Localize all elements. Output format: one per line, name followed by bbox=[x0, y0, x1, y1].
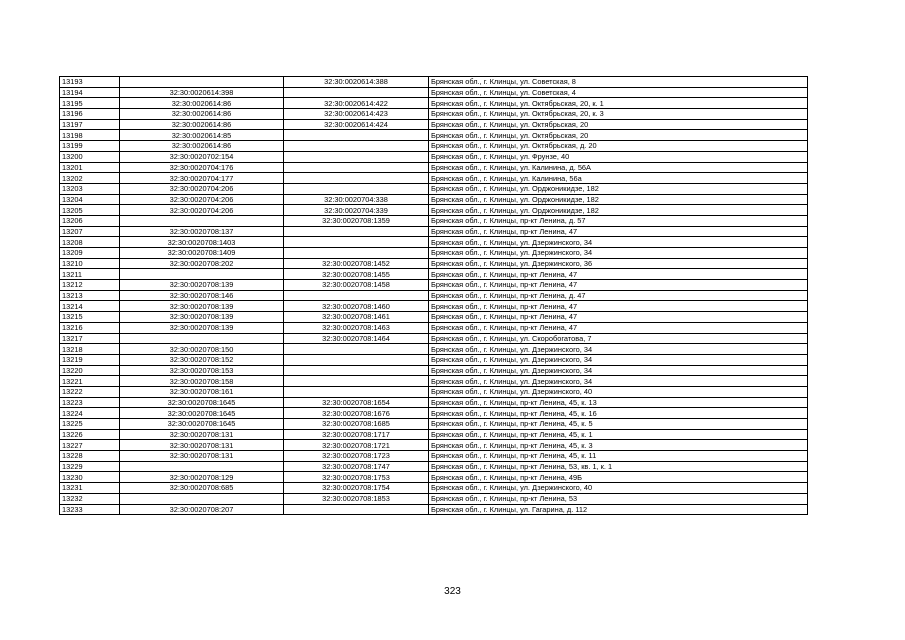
cadastral-number-cell bbox=[120, 77, 284, 88]
row-number-cell: 13224 bbox=[60, 408, 120, 419]
cadastral-number-secondary-cell: 32:30:0020704:338 bbox=[284, 194, 429, 205]
row-number-cell: 13205 bbox=[60, 205, 120, 216]
cadastral-number-cell: 32:30:0020704:206 bbox=[120, 183, 284, 194]
row-number-cell: 13225 bbox=[60, 419, 120, 430]
row-number-cell: 13194 bbox=[60, 87, 120, 98]
address-cell: Брянская обл., г. Клинцы, ул. Дзержинского, 34 bbox=[429, 344, 808, 355]
cadastral-number-secondary-cell bbox=[284, 162, 429, 173]
address-cell: Брянская обл., г. Клинцы, пр-кт Ленина, 45, к. 16 bbox=[429, 408, 808, 419]
table-row bbox=[60, 237, 808, 248]
row-number-cell: 13207 bbox=[60, 226, 120, 237]
cadastral-number-cell: 32:30:0020708:1645 bbox=[120, 408, 284, 419]
cadastral-number-secondary-cell bbox=[284, 376, 429, 387]
table-row bbox=[60, 408, 808, 419]
cadastral-number-secondary-cell: 32:30:0020708:1654 bbox=[284, 397, 429, 408]
address-cell: Брянская обл., г. Клинцы, пр-кт Ленина, 45, к. 13 bbox=[429, 397, 808, 408]
row-number-cell: 13218 bbox=[60, 344, 120, 355]
address-cell: Брянская обл., г. Клинцы, пр-кт Ленина, 45, к. 11 bbox=[429, 451, 808, 462]
cadastral-number-cell: 32:30:0020708:207 bbox=[120, 504, 284, 515]
row-number-cell: 13228 bbox=[60, 451, 120, 462]
address-cell: Брянская обл., г. Клинцы, ул. Калинина, д. 56А bbox=[429, 162, 808, 173]
address-cell: Брянская обл., г. Клинцы, пр-кт Ленина, 53, кв. 1, к. 1 bbox=[429, 461, 808, 472]
cadastral-number-secondary-cell bbox=[284, 386, 429, 397]
cadastral-number-cell: 32:30:0020708:137 bbox=[120, 226, 284, 237]
cadastral-number-secondary-cell bbox=[284, 87, 429, 98]
address-cell: Брянская обл., г. Клинцы, ул. Дзержинского, 34 bbox=[429, 354, 808, 365]
cadastral-number-cell bbox=[120, 461, 284, 472]
cadastral-number-secondary-cell bbox=[284, 248, 429, 259]
cadastral-number-cell: 32:30:0020704:177 bbox=[120, 173, 284, 184]
address-cell: Брянская обл., г. Клинцы, ул. Дзержинского, 34 bbox=[429, 237, 808, 248]
table-row bbox=[60, 119, 808, 130]
row-number-cell: 13227 bbox=[60, 440, 120, 451]
row-number-cell: 13213 bbox=[60, 290, 120, 301]
address-cell: Брянская обл., г. Клинцы, пр-кт Ленина, 47 bbox=[429, 322, 808, 333]
cadastral-number-secondary-cell bbox=[284, 290, 429, 301]
row-number-cell: 13197 bbox=[60, 119, 120, 130]
table-row bbox=[60, 130, 808, 141]
cadastral-number-cell: 32:30:0020708:139 bbox=[120, 312, 284, 323]
row-number-cell: 13232 bbox=[60, 493, 120, 504]
table-row bbox=[60, 194, 808, 205]
row-number-cell: 13220 bbox=[60, 365, 120, 376]
address-cell: Брянская обл., г. Клинцы, ул. Советская, 4 bbox=[429, 87, 808, 98]
cadastral-number-secondary-cell: 32:30:0020708:1853 bbox=[284, 493, 429, 504]
cadastral-number-secondary-cell: 32:30:0020708:1721 bbox=[284, 440, 429, 451]
row-number-cell: 13204 bbox=[60, 194, 120, 205]
row-number-cell: 13202 bbox=[60, 173, 120, 184]
table-row bbox=[60, 440, 808, 451]
cadastral-number-secondary-cell: 32:30:0020708:1359 bbox=[284, 215, 429, 226]
address-cell: Брянская обл., г. Клинцы, ул. Фрунзе, 40 bbox=[429, 151, 808, 162]
cadastral-number-cell: 32:30:0020708:139 bbox=[120, 301, 284, 312]
row-number-cell: 13208 bbox=[60, 237, 120, 248]
address-cell: Брянская обл., г. Клинцы, ул. Калинина, 56а bbox=[429, 173, 808, 184]
table-row bbox=[60, 98, 808, 109]
cadastral-number-cell: 32:30:0020708:161 bbox=[120, 386, 284, 397]
cadastral-number-cell: 32:30:0020704:206 bbox=[120, 194, 284, 205]
cadastral-number-cell bbox=[120, 333, 284, 344]
cadastral-number-cell: 32:30:0020614:86 bbox=[120, 109, 284, 120]
cadastral-number-secondary-cell: 32:30:0020614:388 bbox=[284, 77, 429, 88]
row-number-cell: 13214 bbox=[60, 301, 120, 312]
table-row bbox=[60, 397, 808, 408]
table-row bbox=[60, 87, 808, 98]
cadastral-number-secondary-cell bbox=[284, 226, 429, 237]
table-row bbox=[60, 419, 808, 430]
cadastral-number-secondary-cell: 32:30:0020614:423 bbox=[284, 109, 429, 120]
cadastral-number-cell: 32:30:0020708:150 bbox=[120, 344, 284, 355]
table-row bbox=[60, 77, 808, 88]
address-cell: Брянская обл., г. Клинцы, пр-кт Ленина, 53 bbox=[429, 493, 808, 504]
address-cell: Брянская обл., г. Клинцы, ул. Октябрьская, 20, к. 3 bbox=[429, 109, 808, 120]
table-row bbox=[60, 365, 808, 376]
row-number-cell: 13215 bbox=[60, 312, 120, 323]
cadastral-number-secondary-cell: 32:30:0020708:1753 bbox=[284, 472, 429, 483]
table-row bbox=[60, 183, 808, 194]
cadastral-number-cell: 32:30:0020614:86 bbox=[120, 98, 284, 109]
table-row bbox=[60, 376, 808, 387]
address-cell: Брянская обл., г. Клинцы, ул. Октябрьская, 20, к. 1 bbox=[429, 98, 808, 109]
cadastral-number-secondary-cell bbox=[284, 237, 429, 248]
row-number-cell: 13206 bbox=[60, 215, 120, 226]
address-cell: Брянская обл., г. Клинцы, пр-кт Ленина, 45, к. 1 bbox=[429, 429, 808, 440]
address-cell: Брянская обл., г. Клинцы, ул. Октябрьская, д. 20 bbox=[429, 141, 808, 152]
cadastral-number-cell bbox=[120, 215, 284, 226]
cadastral-number-secondary-cell: 32:30:0020708:1461 bbox=[284, 312, 429, 323]
cadastral-number-cell: 32:30:0020704:176 bbox=[120, 162, 284, 173]
cadastral-number-secondary-cell: 32:30:0020708:1754 bbox=[284, 483, 429, 494]
row-number-cell: 13199 bbox=[60, 141, 120, 152]
address-cell: Брянская обл., г. Клинцы, пр-кт Ленина, 47 bbox=[429, 269, 808, 280]
cadastral-number-secondary-cell: 32:30:0020708:1685 bbox=[284, 419, 429, 430]
cadastral-number-cell: 32:30:0020708:139 bbox=[120, 322, 284, 333]
cadastral-number-secondary-cell: 32:30:0020614:422 bbox=[284, 98, 429, 109]
table-row bbox=[60, 386, 808, 397]
row-number-cell: 13201 bbox=[60, 162, 120, 173]
cadastral-number-cell bbox=[120, 269, 284, 280]
cadastral-number-cell bbox=[120, 493, 284, 504]
table-row bbox=[60, 173, 808, 184]
address-cell: Брянская обл., г. Клинцы, пр-кт Ленина, 45, к. 5 bbox=[429, 419, 808, 430]
address-cell: Брянская обл., г. Клинцы, ул. Дзержинского, 34 bbox=[429, 248, 808, 259]
address-cell: Брянская обл., г. Клинцы, ул. Дзержинского, 36 bbox=[429, 258, 808, 269]
cadastral-registry-table bbox=[59, 76, 808, 515]
row-number-cell: 13226 bbox=[60, 429, 120, 440]
table-row bbox=[60, 248, 808, 259]
address-cell: Брянская обл., г. Клинцы, пр-кт Ленина, 47 bbox=[429, 301, 808, 312]
table-row bbox=[60, 162, 808, 173]
table-row bbox=[60, 226, 808, 237]
table-row bbox=[60, 333, 808, 344]
row-number-cell: 13211 bbox=[60, 269, 120, 280]
address-cell: Брянская обл., г. Клинцы, пр-кт Ленина, 47 bbox=[429, 280, 808, 291]
table-row bbox=[60, 141, 808, 152]
address-cell: Брянская обл., г. Клинцы, ул. Гагарина, д. 112 bbox=[429, 504, 808, 515]
table-row bbox=[60, 205, 808, 216]
cadastral-number-secondary-cell bbox=[284, 141, 429, 152]
cadastral-number-secondary-cell bbox=[284, 354, 429, 365]
table-row bbox=[60, 290, 808, 301]
address-cell: Брянская обл., г. Клинцы, пр-кт Ленина, 49Б bbox=[429, 472, 808, 483]
address-cell: Брянская обл., г. Клинцы, ул. Октябрьская, 20 bbox=[429, 119, 808, 130]
cadastral-number-secondary-cell: 32:30:0020708:1747 bbox=[284, 461, 429, 472]
cadastral-number-cell: 32:30:0020708:146 bbox=[120, 290, 284, 301]
page-number: 323 bbox=[444, 586, 461, 597]
cadastral-number-cell: 32:30:0020708:1645 bbox=[120, 397, 284, 408]
address-cell: Брянская обл., г. Клинцы, ул. Орджоникидзе, 182 bbox=[429, 194, 808, 205]
cadastral-number-cell: 32:30:0020614:85 bbox=[120, 130, 284, 141]
cadastral-number-secondary-cell bbox=[284, 344, 429, 355]
address-cell: Брянская обл., г. Клинцы, пр-кт Ленина, 47 bbox=[429, 312, 808, 323]
registry-table-body bbox=[60, 77, 808, 515]
row-number-cell: 13233 bbox=[60, 504, 120, 515]
cadastral-number-cell: 32:30:0020702:154 bbox=[120, 151, 284, 162]
table-row bbox=[60, 451, 808, 462]
address-cell: Брянская обл., г. Клинцы, ул. Дзержинского, 34 bbox=[429, 365, 808, 376]
table-row bbox=[60, 215, 808, 226]
address-cell: Брянская обл., г. Клинцы, пр-кт Ленина, 47 bbox=[429, 226, 808, 237]
table-row bbox=[60, 429, 808, 440]
row-number-cell: 13196 bbox=[60, 109, 120, 120]
table-row bbox=[60, 301, 808, 312]
cadastral-number-cell: 32:30:0020708:158 bbox=[120, 376, 284, 387]
cadastral-number-cell: 32:30:0020708:153 bbox=[120, 365, 284, 376]
cadastral-number-cell: 32:30:0020708:131 bbox=[120, 451, 284, 462]
row-number-cell: 13212 bbox=[60, 280, 120, 291]
address-cell: Брянская обл., г. Клинцы, ул. Скоробогатова, 7 bbox=[429, 333, 808, 344]
cadastral-number-secondary-cell bbox=[284, 365, 429, 376]
address-cell: Брянская обл., г. Клинцы, ул. Дзержинского, 34 bbox=[429, 376, 808, 387]
row-number-cell: 13217 bbox=[60, 333, 120, 344]
table-row bbox=[60, 461, 808, 472]
address-cell: Брянская обл., г. Клинцы, ул. Октябрьская, 20 bbox=[429, 130, 808, 141]
row-number-cell: 13231 bbox=[60, 483, 120, 494]
row-number-cell: 13195 bbox=[60, 98, 120, 109]
cadastral-number-cell: 32:30:0020708:202 bbox=[120, 258, 284, 269]
cadastral-number-secondary-cell bbox=[284, 504, 429, 515]
cadastral-number-secondary-cell bbox=[284, 151, 429, 162]
cadastral-number-cell: 32:30:0020708:131 bbox=[120, 440, 284, 451]
row-number-cell: 13203 bbox=[60, 183, 120, 194]
row-number-cell: 13198 bbox=[60, 130, 120, 141]
cadastral-number-secondary-cell: 32:30:0020708:1717 bbox=[284, 429, 429, 440]
address-cell: Брянская обл., г. Клинцы, ул. Дзержинского, 40 bbox=[429, 386, 808, 397]
table-row bbox=[60, 312, 808, 323]
row-number-cell: 13230 bbox=[60, 472, 120, 483]
cadastral-number-secondary-cell: 32:30:0020708:1723 bbox=[284, 451, 429, 462]
address-cell: Брянская обл., г. Клинцы, ул. Дзержинского, 40 bbox=[429, 483, 808, 494]
cadastral-number-cell: 32:30:0020708:1409 bbox=[120, 248, 284, 259]
cadastral-number-secondary-cell: 32:30:0020708:1455 bbox=[284, 269, 429, 280]
table-row bbox=[60, 493, 808, 504]
cadastral-number-secondary-cell: 32:30:0020708:1676 bbox=[284, 408, 429, 419]
table-row bbox=[60, 354, 808, 365]
cadastral-number-cell: 32:30:0020708:1645 bbox=[120, 419, 284, 430]
cadastral-number-cell: 32:30:0020708:139 bbox=[120, 280, 284, 291]
row-number-cell: 13219 bbox=[60, 354, 120, 365]
cadastral-number-secondary-cell: 32:30:0020708:1460 bbox=[284, 301, 429, 312]
cadastral-number-cell: 32:30:0020708:129 bbox=[120, 472, 284, 483]
row-number-cell: 13209 bbox=[60, 248, 120, 259]
cadastral-number-secondary-cell: 32:30:0020708:1452 bbox=[284, 258, 429, 269]
cadastral-number-secondary-cell bbox=[284, 173, 429, 184]
table-row bbox=[60, 269, 808, 280]
cadastral-number-cell: 32:30:0020708:685 bbox=[120, 483, 284, 494]
table-row bbox=[60, 280, 808, 291]
cadastral-number-cell: 32:30:0020704:206 bbox=[120, 205, 284, 216]
row-number-cell: 13229 bbox=[60, 461, 120, 472]
row-number-cell: 13200 bbox=[60, 151, 120, 162]
address-cell: Брянская обл., г. Клинцы, пр-кт Ленина, 45, к. 3 bbox=[429, 440, 808, 451]
cadastral-number-cell: 32:30:0020708:152 bbox=[120, 354, 284, 365]
cadastral-number-secondary-cell: 32:30:0020708:1458 bbox=[284, 280, 429, 291]
cadastral-number-secondary-cell: 32:30:0020614:424 bbox=[284, 119, 429, 130]
cadastral-number-cell: 32:30:0020614:86 bbox=[120, 141, 284, 152]
row-number-cell: 13210 bbox=[60, 258, 120, 269]
table-row bbox=[60, 109, 808, 120]
cadastral-number-cell: 32:30:0020614:86 bbox=[120, 119, 284, 130]
cadastral-number-secondary-cell: 32:30:0020708:1463 bbox=[284, 322, 429, 333]
address-cell: Брянская обл., г. Клинцы, ул. Советская, 8 bbox=[429, 77, 808, 88]
table-row bbox=[60, 344, 808, 355]
cadastral-number-cell: 32:30:0020708:1403 bbox=[120, 237, 284, 248]
address-cell: Брянская обл., г. Клинцы, ул. Орджоникидзе, 182 bbox=[429, 205, 808, 216]
row-number-cell: 13216 bbox=[60, 322, 120, 333]
cadastral-number-cell: 32:30:0020708:131 bbox=[120, 429, 284, 440]
address-cell: Брянская обл., г. Клинцы, ул. Орджоникидзе, 182 bbox=[429, 183, 808, 194]
address-cell: Брянская обл., г. Клинцы, пр-кт Ленина, д. 57 bbox=[429, 215, 808, 226]
cadastral-number-secondary-cell bbox=[284, 183, 429, 194]
table-row bbox=[60, 258, 808, 269]
cadastral-number-secondary-cell bbox=[284, 130, 429, 141]
table-row bbox=[60, 322, 808, 333]
table-row bbox=[60, 504, 808, 515]
table-row bbox=[60, 151, 808, 162]
row-number-cell: 13193 bbox=[60, 77, 120, 88]
cadastral-number-cell: 32:30:0020614:398 bbox=[120, 87, 284, 98]
table-row bbox=[60, 483, 808, 494]
table-row bbox=[60, 472, 808, 483]
cadastral-number-secondary-cell: 32:30:0020704:339 bbox=[284, 205, 429, 216]
address-cell: Брянская обл., г. Клинцы, пр-кт Ленина, д. 47 bbox=[429, 290, 808, 301]
row-number-cell: 13222 bbox=[60, 386, 120, 397]
row-number-cell: 13221 bbox=[60, 376, 120, 387]
row-number-cell: 13223 bbox=[60, 397, 120, 408]
cadastral-number-secondary-cell: 32:30:0020708:1464 bbox=[284, 333, 429, 344]
